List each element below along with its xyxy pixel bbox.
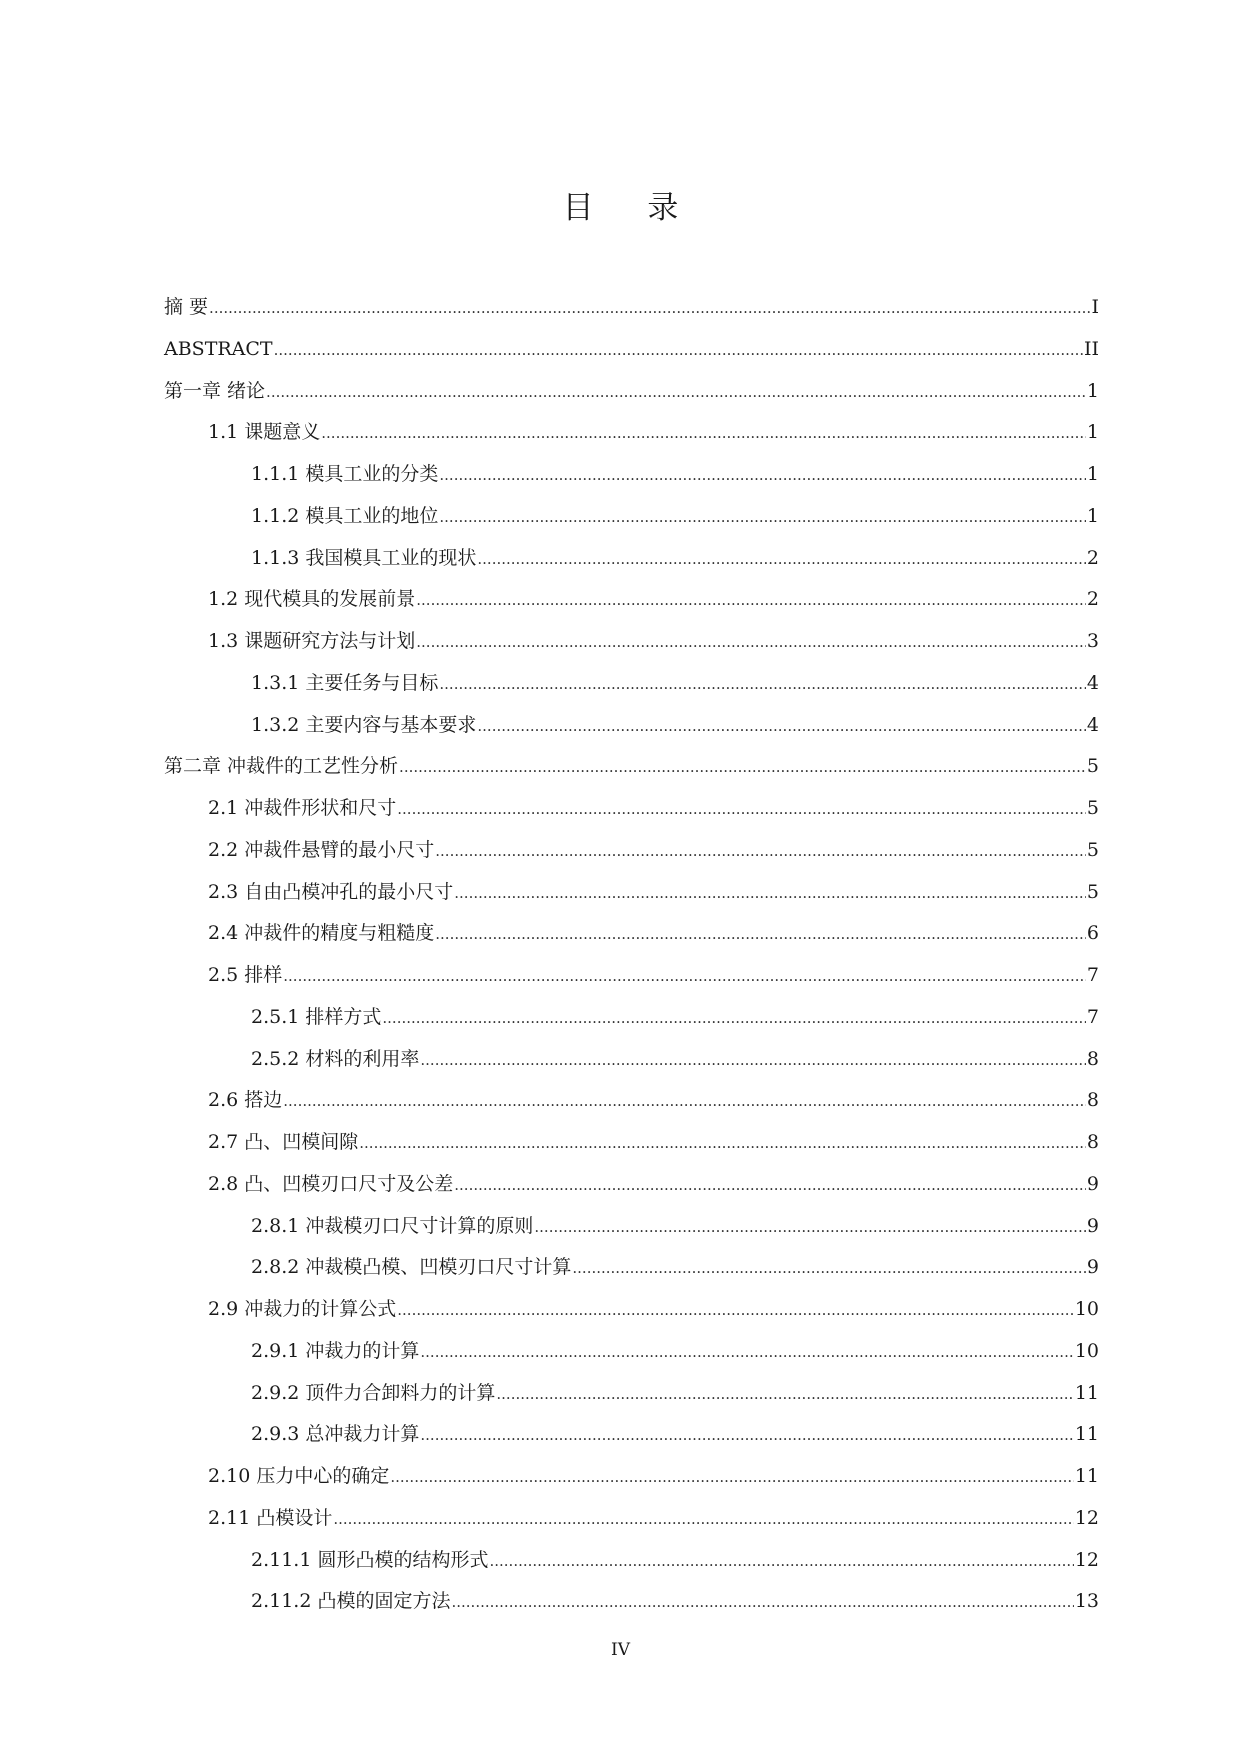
toc-entry-label: 第一章 绪论 [164,379,266,402]
toc-entry-page: 11 [1074,1381,1099,1404]
toc-entry-page: 4 [1086,713,1099,736]
toc-entry-label: 2.7 凸、凹模间隙 [208,1131,359,1153]
toc-entry-label: 2.1 冲裁件形状和尺寸 [208,797,397,819]
toc-leader-dots [477,543,1086,574]
toc-entry-label: ABSTRACT [164,337,273,360]
toc-entry[interactable] [208,960,1099,990]
toc-entry-page: 10 [1074,1339,1099,1362]
toc-entry[interactable] [251,1336,1099,1366]
toc-leader-dots [209,292,1090,323]
toc-leader-dots [451,1586,1073,1617]
toc-entry[interactable] [208,918,1099,948]
toc-leader-dots [420,1419,1073,1450]
toc-entry-page: 8 [1086,1089,1099,1112]
toc-entry[interactable] [251,1545,1099,1575]
toc-leader-dots [283,1085,1086,1116]
toc-entry-page: 1 [1086,463,1099,485]
toc-entry-label: 2.11.1 圆形凸模的结构形式 [251,1548,489,1571]
toc-entry-label: 1.1 课题意义 [208,421,321,444]
toc-leader-dots [439,668,1086,699]
toc-entry-page: 4 [1086,671,1099,694]
toc-entry-page: 9 [1086,1214,1099,1237]
toc-entry-label: 1.3 课题研究方法与计划 [208,630,416,652]
toc-leader-dots [439,501,1086,532]
toc-entry[interactable] [208,1127,1099,1157]
toc-entry-label: 2.2 冲裁件悬臂的最小尺寸 [208,838,435,861]
toc-entry-label: 2.3 自由凸模冲孔的最小尺寸 [208,880,454,903]
toc-leader-dots [489,1545,1073,1576]
toc-leader-dots [572,1252,1086,1283]
toc-entry[interactable] [251,1252,1099,1282]
toc-leader-dots [454,877,1086,908]
toc-entry-page: 5 [1086,755,1099,778]
toc-entry[interactable] [251,1002,1099,1032]
page-number: IV [611,1640,630,1660]
toc-leader-dots [439,459,1086,490]
toc-entry-label: 1.1.2 模具工业的地位 [251,504,439,527]
toc-entry[interactable] [208,1169,1099,1199]
toc-entry-label: 2.8 凸、凹模刃口尺寸及公差 [208,1172,454,1195]
toc-leader-dots [416,584,1086,615]
toc-entry-page: 11 [1074,1423,1099,1446]
toc-entry-page: 9 [1086,1172,1099,1195]
toc-entry[interactable] [208,793,1099,823]
toc-leader-dots [390,1461,1073,1492]
toc-entry[interactable] [208,1503,1099,1533]
toc-entry-page: 7 [1086,1005,1099,1028]
toc-entry-page: II [1083,337,1099,360]
toc-entry-label: 1.3.2 主要内容与基本要求 [251,713,477,736]
toc-entry-label: 2.9.2 顶件力合卸料力的计算 [251,1381,496,1404]
toc-entry[interactable] [251,1586,1099,1616]
toc-leader-dots [397,793,1086,824]
toc-entry-page: I [1091,296,1099,318]
toc-entry[interactable] [208,1085,1099,1115]
toc-leader-dots [420,1044,1086,1075]
toc-entry-label: 摘 要 [164,296,209,318]
toc-leader-dots [454,1169,1086,1200]
toc-entry-page: 11 [1074,1465,1099,1487]
toc-leader-dots [534,1211,1086,1242]
toc-entry-page: 2 [1086,588,1099,611]
toc-entry-label: 1.2 现代模具的发展前景 [208,588,416,611]
toc-entry-label: 2.4 冲裁件的精度与粗糙度 [208,922,435,945]
toc-leader-dots [496,1378,1073,1409]
toc-leader-dots [274,334,1083,365]
toc-entry-page: 3 [1086,630,1099,652]
toc-leader-dots [416,626,1086,657]
toc-entry-page: 5 [1086,880,1099,903]
toc-entry[interactable] [208,626,1099,656]
toc-entry-label: 2.5.1 排样方式 [251,1005,382,1028]
toc-entry-label: 1.1.1 模具工业的分类 [251,463,439,485]
toc-entry-label: 第二章 冲裁件的工艺性分析 [164,755,399,778]
toc-entry-page: 5 [1086,838,1099,861]
toc-entry-page: 12 [1074,1506,1099,1529]
toc-entry[interactable] [164,334,1099,364]
toc-leader-dots [359,1127,1086,1158]
toc-entry[interactable] [208,417,1099,447]
toc-leader-dots [435,918,1086,949]
toc-entry-label: 2.6 搭边 [208,1089,283,1112]
toc-entry-page: 7 [1086,964,1099,986]
toc-entry-label: 1.1.3 我国模具工业的现状 [251,546,477,569]
toc-entry[interactable] [251,1211,1099,1241]
toc-entry-label: 2.9 冲裁力的计算公式 [208,1298,397,1320]
toc-leader-dots [399,751,1086,782]
toc-entry[interactable] [208,1461,1099,1491]
toc-entry[interactable] [251,1378,1099,1408]
toc-entry[interactable] [208,835,1099,865]
toc-entry-page: 8 [1086,1047,1099,1070]
toc-leader-dots [420,1336,1073,1367]
toc-entry-page: 1 [1086,421,1099,444]
toc-entry[interactable] [164,751,1099,781]
toc-entry[interactable] [208,1294,1099,1324]
toc-entry[interactable] [251,459,1099,489]
toc-leader-dots [283,960,1086,991]
toc-leader-dots [397,1294,1074,1325]
toc-entry[interactable] [251,710,1099,740]
toc-entry-label: 2.8.1 冲裁模刃口尺寸计算的原则 [251,1214,534,1237]
page-title: 目 录 [562,190,701,226]
toc-entry-label: 1.3.1 主要任务与目标 [251,671,439,694]
toc-entry-label: 2.8.2 冲裁模凸模、凹模刃口尺寸计算 [251,1256,572,1279]
toc-leader-dots [266,376,1086,407]
toc-entry-label: 2.9.3 总冲裁力计算 [251,1423,420,1446]
toc-entry-page: 8 [1086,1131,1099,1153]
toc-entry[interactable] [251,1044,1099,1074]
toc-entry[interactable] [208,877,1099,907]
toc-entry-page: 1 [1086,504,1099,527]
toc-entry-page: 6 [1086,922,1099,945]
toc-leader-dots [477,710,1086,741]
toc-entry-page: 9 [1086,1256,1099,1279]
toc-entry-label: 2.5 排样 [208,964,283,986]
toc-entry[interactable] [251,543,1099,573]
toc-entry-page: 5 [1086,797,1099,819]
toc-entry[interactable] [164,292,1099,322]
toc-entry-label: 2.11 凸模设计 [208,1506,333,1529]
toc-leader-dots [333,1503,1073,1534]
toc-entry[interactable] [208,584,1099,614]
toc-entry-page: 10 [1074,1298,1099,1320]
toc-entry[interactable] [251,668,1099,698]
toc-entry-page: 13 [1074,1590,1099,1613]
toc-entry-page: 2 [1086,546,1099,569]
toc-entry-label: 2.5.2 材料的利用率 [251,1047,420,1070]
toc-entry-label: 2.11.2 凸模的固定方法 [251,1590,451,1613]
toc-entry[interactable] [251,1419,1099,1449]
toc-leader-dots [435,835,1086,866]
toc-entry-label: 2.10 压力中心的确定 [208,1465,390,1487]
toc-entry[interactable] [251,501,1099,531]
toc-entry[interactable] [164,376,1099,406]
toc-leader-dots [321,417,1086,448]
toc-entry-page: 12 [1074,1548,1099,1571]
toc-entry-label: 2.9.1 冲裁力的计算 [251,1339,420,1362]
toc-entry-page: 1 [1086,379,1099,402]
toc-leader-dots [382,1002,1086,1033]
